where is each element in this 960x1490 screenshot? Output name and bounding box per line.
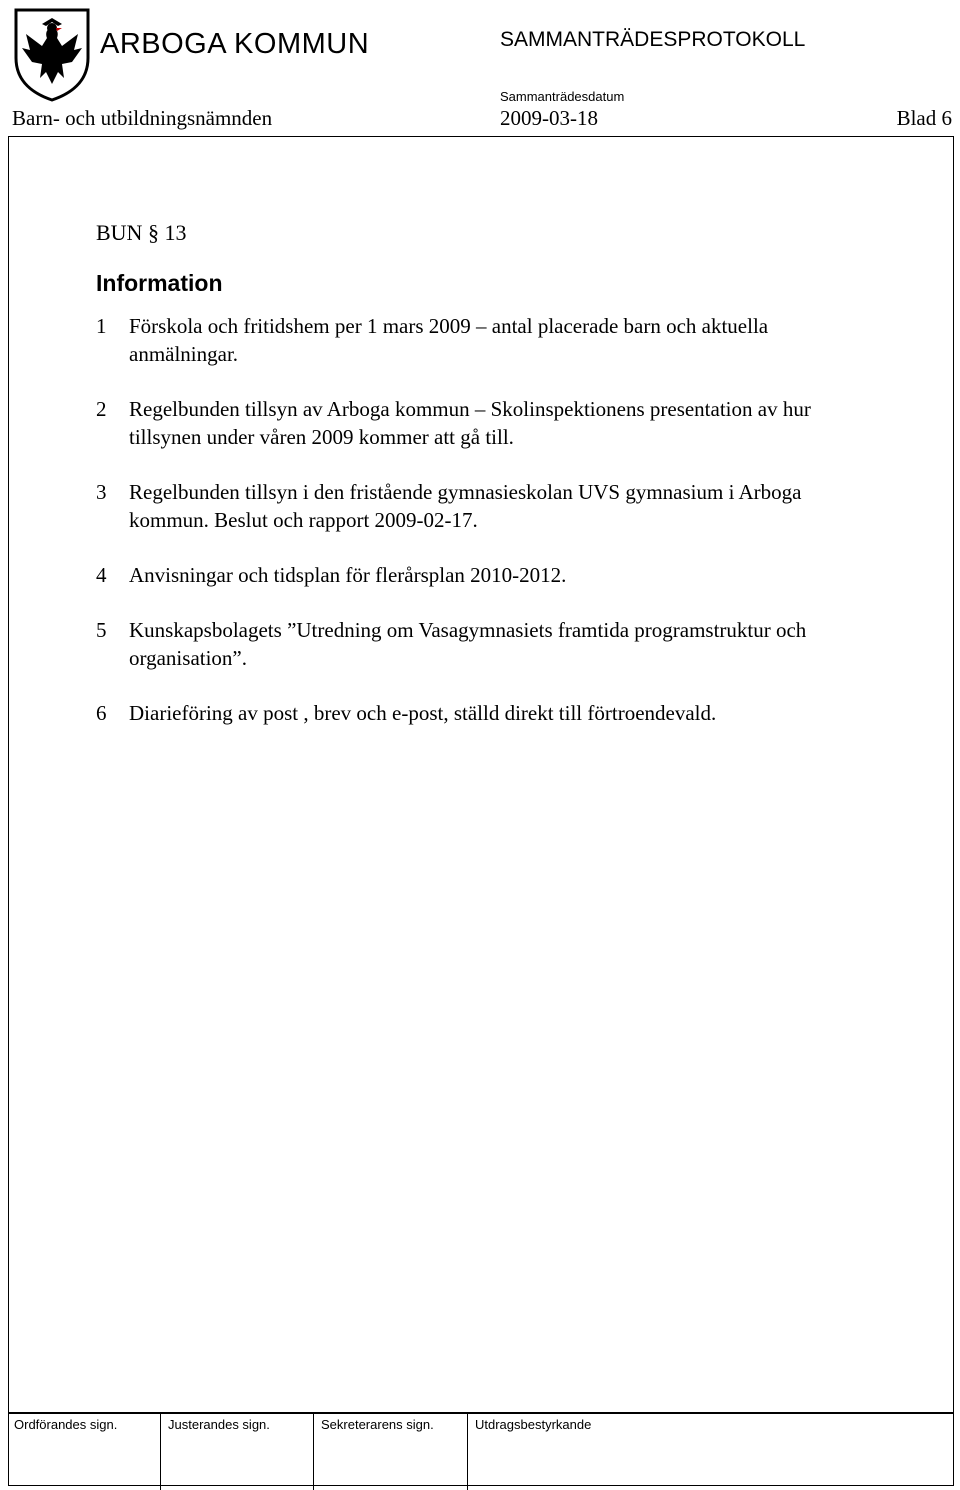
item-number: 6 bbox=[96, 701, 107, 725]
item-text: Kunskapsbolagets ”Utredning om Vasagymnasiets framtida programstruktur och organisation”. bbox=[129, 618, 807, 670]
secretary-signature-label: Sekreterarens sign. bbox=[321, 1417, 434, 1432]
coat-of-arms-eagle-icon bbox=[12, 6, 92, 102]
signature-divider bbox=[160, 1414, 161, 1490]
list-item bbox=[96, 561, 856, 589]
item-number: 3 bbox=[96, 480, 107, 504]
meeting-date: 2009-03-18 bbox=[500, 106, 598, 130]
committee-name: Barn- och utbildningsnämnden bbox=[12, 106, 273, 130]
section-id: BUN § 13 bbox=[96, 220, 187, 245]
signature-divider bbox=[467, 1414, 468, 1490]
municipality-name: ARBOGA KOMMUN bbox=[100, 28, 370, 60]
item-number: 2 bbox=[96, 397, 107, 421]
chair-signature-label: Ordförandes sign. bbox=[14, 1417, 118, 1432]
meeting-date-label: Sammanträdesdatum bbox=[500, 89, 625, 104]
list-item bbox=[96, 312, 856, 368]
adjuster-signature-label: Justerandes sign. bbox=[168, 1417, 270, 1432]
list-item bbox=[96, 478, 856, 534]
signature-divider bbox=[313, 1414, 314, 1490]
item-text: Regelbunden tillsyn i den fristående gymnasieskolan UVS gymnasium i Arboga kommun. Beslut och rapport 2009-02-17. bbox=[129, 480, 802, 532]
footer-divider bbox=[8, 1412, 954, 1414]
extract-certified-label: Utdragsbestyrkande bbox=[475, 1417, 592, 1432]
list-item bbox=[96, 616, 856, 672]
item-text: Anvisningar och tidsplan för flerårsplan 2010-2012. bbox=[129, 563, 567, 587]
document-type: SAMMANTRÄDESPROTOKOLL bbox=[500, 28, 806, 51]
item-number: 5 bbox=[96, 618, 107, 642]
item-number: 1 bbox=[96, 314, 107, 338]
sheet-number: Blad 6 bbox=[896, 106, 952, 130]
item-text: Regelbunden tillsyn av Arboga kommun – Skolinspektionens presentation av hur tillsynen under våren 2009 kommer att gå till. bbox=[129, 397, 811, 449]
item-number: 4 bbox=[96, 563, 107, 587]
item-text: Diarieföring av post , brev och e-post, ställd direkt till förtroendevald. bbox=[129, 701, 717, 725]
section-title: Information bbox=[96, 270, 223, 296]
list-item bbox=[96, 699, 856, 727]
item-text: Förskola och fritidshem per 1 mars 2009 – antal placerade barn och aktuella anmälningar. bbox=[129, 314, 769, 366]
list-item bbox=[96, 395, 856, 451]
information-list bbox=[96, 312, 856, 754]
